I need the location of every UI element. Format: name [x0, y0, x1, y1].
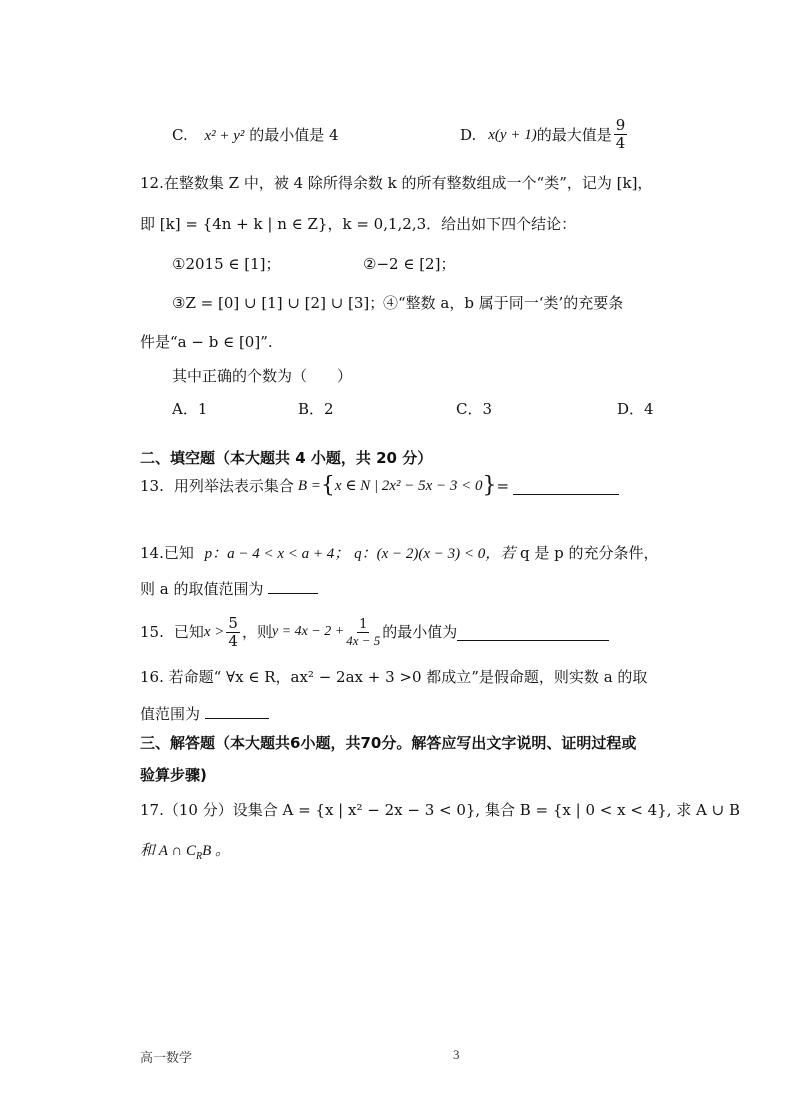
q15-numerator2: 1 — [359, 616, 368, 632]
q17-line2 — [140, 840, 230, 867]
q12-question: 其中正确的个数为（ ） — [172, 367, 353, 385]
q11-c-math: x² + y² — [204, 128, 245, 144]
q12-option-a: A．1 — [172, 400, 208, 418]
section3-heading-line2: 验算步骤) — [140, 766, 207, 784]
q12-statement-2: ②−2 ∈ [2]； — [363, 255, 456, 273]
q13-answer-blank[interactable] — [513, 478, 619, 495]
q13-math-eq: = — [496, 477, 510, 495]
q14-answer-blank[interactable] — [268, 577, 318, 594]
q11-c-text: 的最小值是 4 — [249, 126, 339, 144]
q16-answer-blank[interactable] — [205, 702, 269, 719]
q14-line2-text: 则 a 的取值范围为 — [140, 580, 264, 598]
q15-line — [140, 612, 609, 652]
q12-option-c: C．3 — [456, 400, 493, 418]
q17-subscript: R — [195, 851, 203, 862]
q17-line2-text: 和 A ∩ C — [140, 843, 196, 859]
q11-d-math: x(y + 1) — [488, 126, 537, 143]
q14-condition: q 是 p 的充分条件， — [520, 544, 659, 562]
q11-d-numerator: 9 — [615, 116, 626, 134]
q11-d-denominator: 4 — [615, 134, 626, 152]
q15-answer-blank[interactable] — [457, 624, 609, 641]
q14-intro: 14.已知 — [140, 544, 194, 562]
q15-numerator1: 5 — [228, 613, 238, 632]
q12-line5: 件是“a − b ∈ [0]”. — [140, 333, 273, 351]
q11-d-text: 的最大值是 — [536, 125, 612, 144]
section3-heading-line1: 三、解答题（本大题共6小题，共70分。解答应写出文字说明、证明过程或 — [140, 734, 637, 752]
q11-d-prefix: D. — [460, 125, 477, 144]
q12-line2: 即 [k] = {4n + k | n ∈ Z}，k = 0,1,2,3．给出如下四个结论： — [140, 215, 577, 233]
q12-statement-1: ①2015 ∈ [1]； — [172, 255, 281, 273]
q15-denominator1: 4 — [228, 631, 238, 650]
q15-denominator2: 4x − 5 — [346, 632, 381, 648]
q12-option-b: B．2 — [298, 400, 334, 418]
q13-left-brace: { — [320, 473, 335, 498]
q11-c-prefix: C. — [172, 126, 188, 144]
q15-prefix: 15. — [140, 623, 164, 641]
q14-line1 — [140, 543, 659, 564]
q11-option-d — [460, 117, 629, 152]
q12-statement-4: ④“整数 a，b 属于同一‘类’的充要条 — [383, 294, 624, 312]
q15-fraction2 — [346, 617, 380, 648]
q16-line2 — [140, 702, 269, 724]
q17-line2-end: B 。 — [202, 843, 231, 859]
section2-heading: 二、填空题（本大题共 4 小题，共 20 分） — [140, 449, 433, 467]
q15-fraction1 — [226, 615, 240, 650]
q16-line2-text: 值范围为 — [140, 705, 201, 723]
q11-d-fraction — [614, 117, 628, 152]
q15-text1: 已知 — [173, 623, 204, 641]
q12-statement-3: ③Z = [0] ∪ [1] ∪ [2] ∪ [3]； — [172, 294, 385, 312]
q17-line1: 17.（10 分）设集合 A = {x | x² − 2x − 3 < 0}, 集合 B = {x | 0 < x < 4}, 求 A ∪ B — [140, 801, 741, 819]
q14-q: q：(x − 2)(x − 3) < 0，若 — [354, 546, 516, 562]
q15-math1: x > — [203, 624, 225, 640]
q11-option-c — [172, 125, 339, 146]
q13-right-brace: } — [482, 473, 497, 498]
q12-line1: 12.在整数集 Z 中，被 4 除所得余数 k 的所有整数组成一个“类”，记为 [k]， — [140, 174, 653, 192]
q15-math2: y = 4x − 2 + — [271, 624, 345, 639]
q14-p: p：a − 4 < x < a + 4； — [204, 546, 350, 562]
q13-math-set: x ∈ N | 2x² − 5x − 3 < 0 — [334, 478, 483, 494]
q12-option-d: D．4 — [617, 400, 654, 418]
q15-text2: ，则 — [241, 623, 272, 641]
q14-line2 — [140, 577, 318, 599]
footer-page-number: 3 — [453, 1047, 460, 1062]
q13-prefix: 13. — [140, 477, 164, 495]
q13-text: 用列举法表示集合 — [173, 477, 294, 495]
footer-subject: 高一数学 — [140, 1050, 193, 1065]
q15-text3: 的最小值为 — [382, 623, 458, 641]
q13-math-left: B = — [297, 478, 321, 494]
q13-line — [140, 473, 619, 498]
q16-line1: 16. 若命题“ ∀x ∈ R，ax² − 2ax + 3 >0 都成立”是假命题，则实数 a 的取 — [140, 668, 648, 686]
